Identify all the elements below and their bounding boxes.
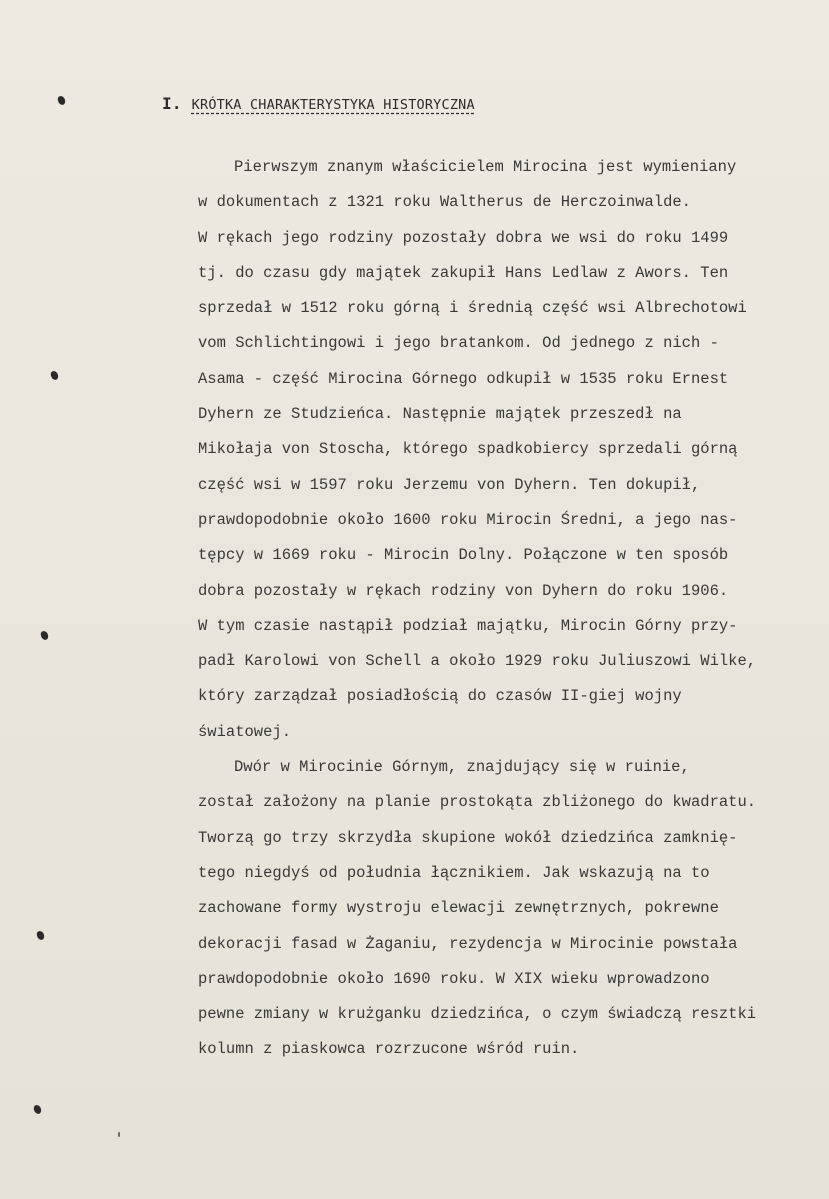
text-line: prawdopodobnie około 1600 roku Mirocin Średni, a jego nas- <box>198 510 738 529</box>
text-line: zachowane formy wystroju elewacji zewnętrznych, pokrewne <box>198 899 719 918</box>
text-line: w dokumentach z 1321 roku Waltherus de Herczoinwalde. <box>198 193 691 212</box>
section-number: I. <box>162 94 182 113</box>
text-line: został założony na planie prostokąta zbliżonego do kwadratu. <box>198 793 757 812</box>
text-line: tego niegdyś od południa łącznikiem. Jak wskazują na to <box>198 863 710 882</box>
text-line: Tworzą go trzy skrzydła skupione wokół dziedzińca zamknię- <box>198 828 738 847</box>
text-line: część wsi w 1597 roku Jerzemu von Dyhern. Ten dokupił, <box>198 475 701 494</box>
text-line: Dyhern ze Studzieńca. Następnie majątek przeszedł na <box>198 405 682 424</box>
text-line: dobra pozostały w rękach rodziny von Dyhern do roku 1906. <box>198 581 729 600</box>
text-line: dekoracji fasad w Żaganiu, rezydencja w Mirocinie powstała <box>198 934 738 953</box>
punch-hole-mark <box>33 1104 42 1114</box>
section-title: KRÓTKA CHARAKTERYSTYKA HISTORYCZNA <box>191 97 475 113</box>
punch-hole-mark <box>57 95 66 105</box>
punch-hole-mark <box>50 370 59 380</box>
punch-hole-mark <box>40 630 49 640</box>
section-heading <box>162 94 475 113</box>
paragraph-1 <box>198 156 824 756</box>
document-body <box>198 156 824 1074</box>
text-line: Asama - część Mirocina Górnego odkupił w 1535 roku Ernest <box>198 369 729 388</box>
text-line: który zarządzał posiadłością do czasów II-giej wojny <box>198 687 682 706</box>
text-line: W rękach jego rodziny pozostały dobra we wsi do roku 1499 <box>198 228 729 247</box>
text-line: tępcy w 1669 roku - Mirocin Dolny. Połączone w ten sposób <box>198 546 729 565</box>
text-line: tj. do czasu gdy majątek zakupił Hans Ledlaw z Awors. Ten <box>198 263 729 282</box>
text-line: Dwór w Mirocinie Górnym, znajdujący się w ruinie, <box>234 758 690 777</box>
text-line: padł Karolowi von Schell a około 1929 roku Juliuszowi Wilke, <box>198 652 757 671</box>
text-line: Pierwszym znanym właścicielem Mirocina jest wymieniany <box>234 158 737 176</box>
text-line: kolumn z piaskowca rozrzucone wśród ruin. <box>198 1040 580 1059</box>
text-line: vom Schlichtingowi i jego bratankom. Od jednego z nich - <box>198 334 719 353</box>
text-line: światowej. <box>198 722 292 741</box>
paragraph-2 <box>198 756 824 1074</box>
text-line: sprzedał w 1512 roku górną i średnią część wsi Albrechotowi <box>198 299 747 318</box>
punch-hole-mark <box>36 930 45 940</box>
text-line: pewne zmiany w krużganku dziedzińca, o czym świadczą resztki <box>198 1005 757 1024</box>
text-line: Mikołaja von Stoscha, którego spadkobiercy sprzedali górną <box>198 440 738 459</box>
text-line: prawdopodobnie około 1690 roku. W XIX wieku wprowadzono <box>198 969 710 988</box>
paper-speck <box>118 1132 120 1137</box>
text-line: W tym czasie nastąpił podział majątku, Mirocin Górny przy- <box>198 616 738 635</box>
